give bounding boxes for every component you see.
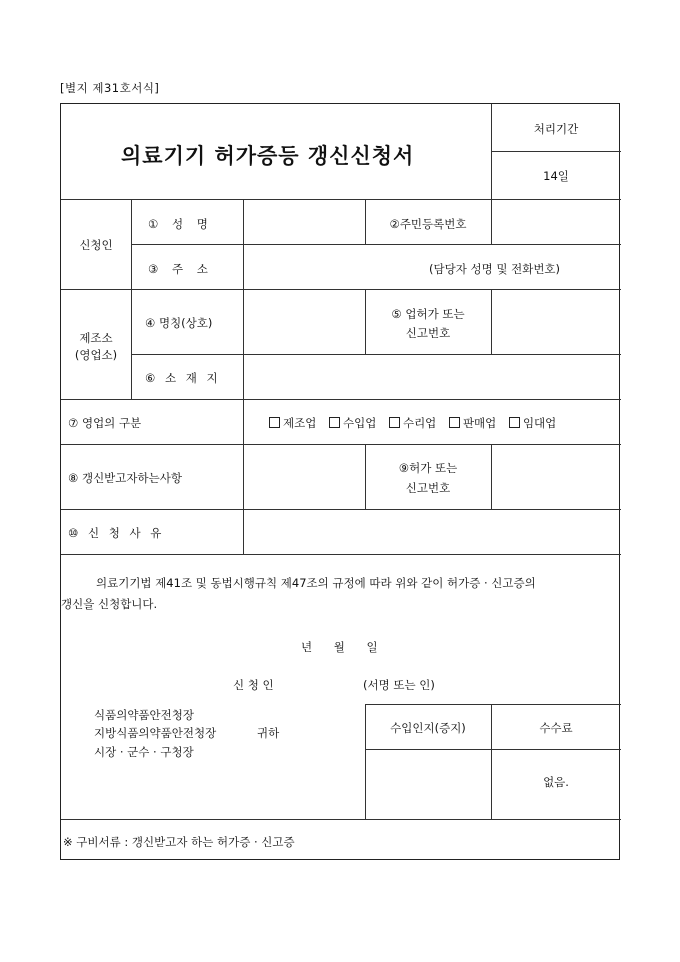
processing-period-value: 14일 xyxy=(543,169,569,183)
recipient-2: 지방식품의약품안전청장 xyxy=(94,726,217,740)
revenue-stamp-area[interactable] xyxy=(366,750,490,818)
fee-label: 수수료 xyxy=(539,721,573,735)
signer-label: 신 청 인 xyxy=(233,678,274,692)
manufacturer-group-label: 제조소 xyxy=(79,331,113,345)
application-date: 년 월 일 xyxy=(301,640,378,654)
business-type-label: ⑦ 영업의 구분 xyxy=(68,416,142,430)
business-type-option-repair[interactable]: 수리업 xyxy=(389,416,436,430)
required-documents-note: ※ 구비서류 : 갱신받고자 하는 허가증 · 신고증 xyxy=(63,835,295,849)
contact-note: (담당자 성명 및 전화번호) xyxy=(429,262,561,276)
business-license-sublabel: 신고번호 xyxy=(405,326,451,340)
checkbox-icon xyxy=(509,417,520,428)
manufacturer-group-sublabel: (영업소) xyxy=(74,348,118,362)
resident-number-label: ②주민등록번호 xyxy=(389,217,467,231)
checkbox-icon xyxy=(449,417,460,428)
statement-line-2: 갱신을 신청합니다. xyxy=(61,597,158,611)
business-type-option-manufacture[interactable]: 제조업 xyxy=(269,416,316,430)
business-type-option-import[interactable]: 수입업 xyxy=(329,416,376,430)
honorific: 귀하 xyxy=(257,726,280,740)
revenue-stamp-label: 수입인지(증지) xyxy=(390,721,466,735)
processing-period-label: 처리기간 xyxy=(533,122,579,136)
permit-number-sublabel: 신고번호 xyxy=(405,481,451,495)
statement-line-1: 의료기기법 제41조 및 동법시행규칙 제47조의 규정에 따라 위와 같이 허가증 · 신고증의 xyxy=(96,576,536,590)
applicant-name-label: ① 성 명 xyxy=(148,217,208,231)
renewal-subject-field[interactable] xyxy=(244,445,364,508)
applicant-name-field[interactable] xyxy=(244,200,364,243)
renewal-subject-label: ⑧ 갱신받고자하는사항 xyxy=(68,471,182,485)
permit-number-label: ⑨허가 또는 xyxy=(398,461,458,475)
location-field[interactable] xyxy=(244,355,620,398)
business-type-options xyxy=(269,415,556,431)
checkbox-icon xyxy=(389,417,400,428)
signature-note: (서명 또는 인) xyxy=(363,678,435,692)
recipient-1: 식품의약품안전청장 xyxy=(94,708,194,722)
company-name-label: ④ 명칭(상호) xyxy=(145,316,213,330)
form-number-label: [별지 제31호서식] xyxy=(60,81,160,95)
permit-number-field[interactable] xyxy=(492,445,620,508)
recipient-3: 시장 · 군수 · 구청장 xyxy=(94,745,194,759)
fee-value: 없음. xyxy=(543,775,569,789)
business-type-option-rental[interactable]: 임대업 xyxy=(509,416,556,430)
form-title: 의료기기 허가증등 갱신신청서 xyxy=(121,143,415,168)
applicant-address-label: ③ 주 소 xyxy=(148,262,208,276)
business-license-field[interactable] xyxy=(492,290,620,353)
checkbox-icon xyxy=(329,417,340,428)
checkbox-icon xyxy=(269,417,280,428)
applicant-group-label: 신청인 xyxy=(79,238,113,252)
location-label: ⑥ 소 재 지 xyxy=(145,371,218,385)
business-license-label: ⑤ 업허가 또는 xyxy=(391,307,465,321)
application-reason-field[interactable] xyxy=(244,510,620,553)
application-form xyxy=(60,103,620,860)
business-type-option-sales[interactable]: 판매업 xyxy=(449,416,496,430)
application-reason-label: ⑩ 신 청 사 유 xyxy=(68,526,162,540)
resident-number-field[interactable] xyxy=(492,200,620,243)
